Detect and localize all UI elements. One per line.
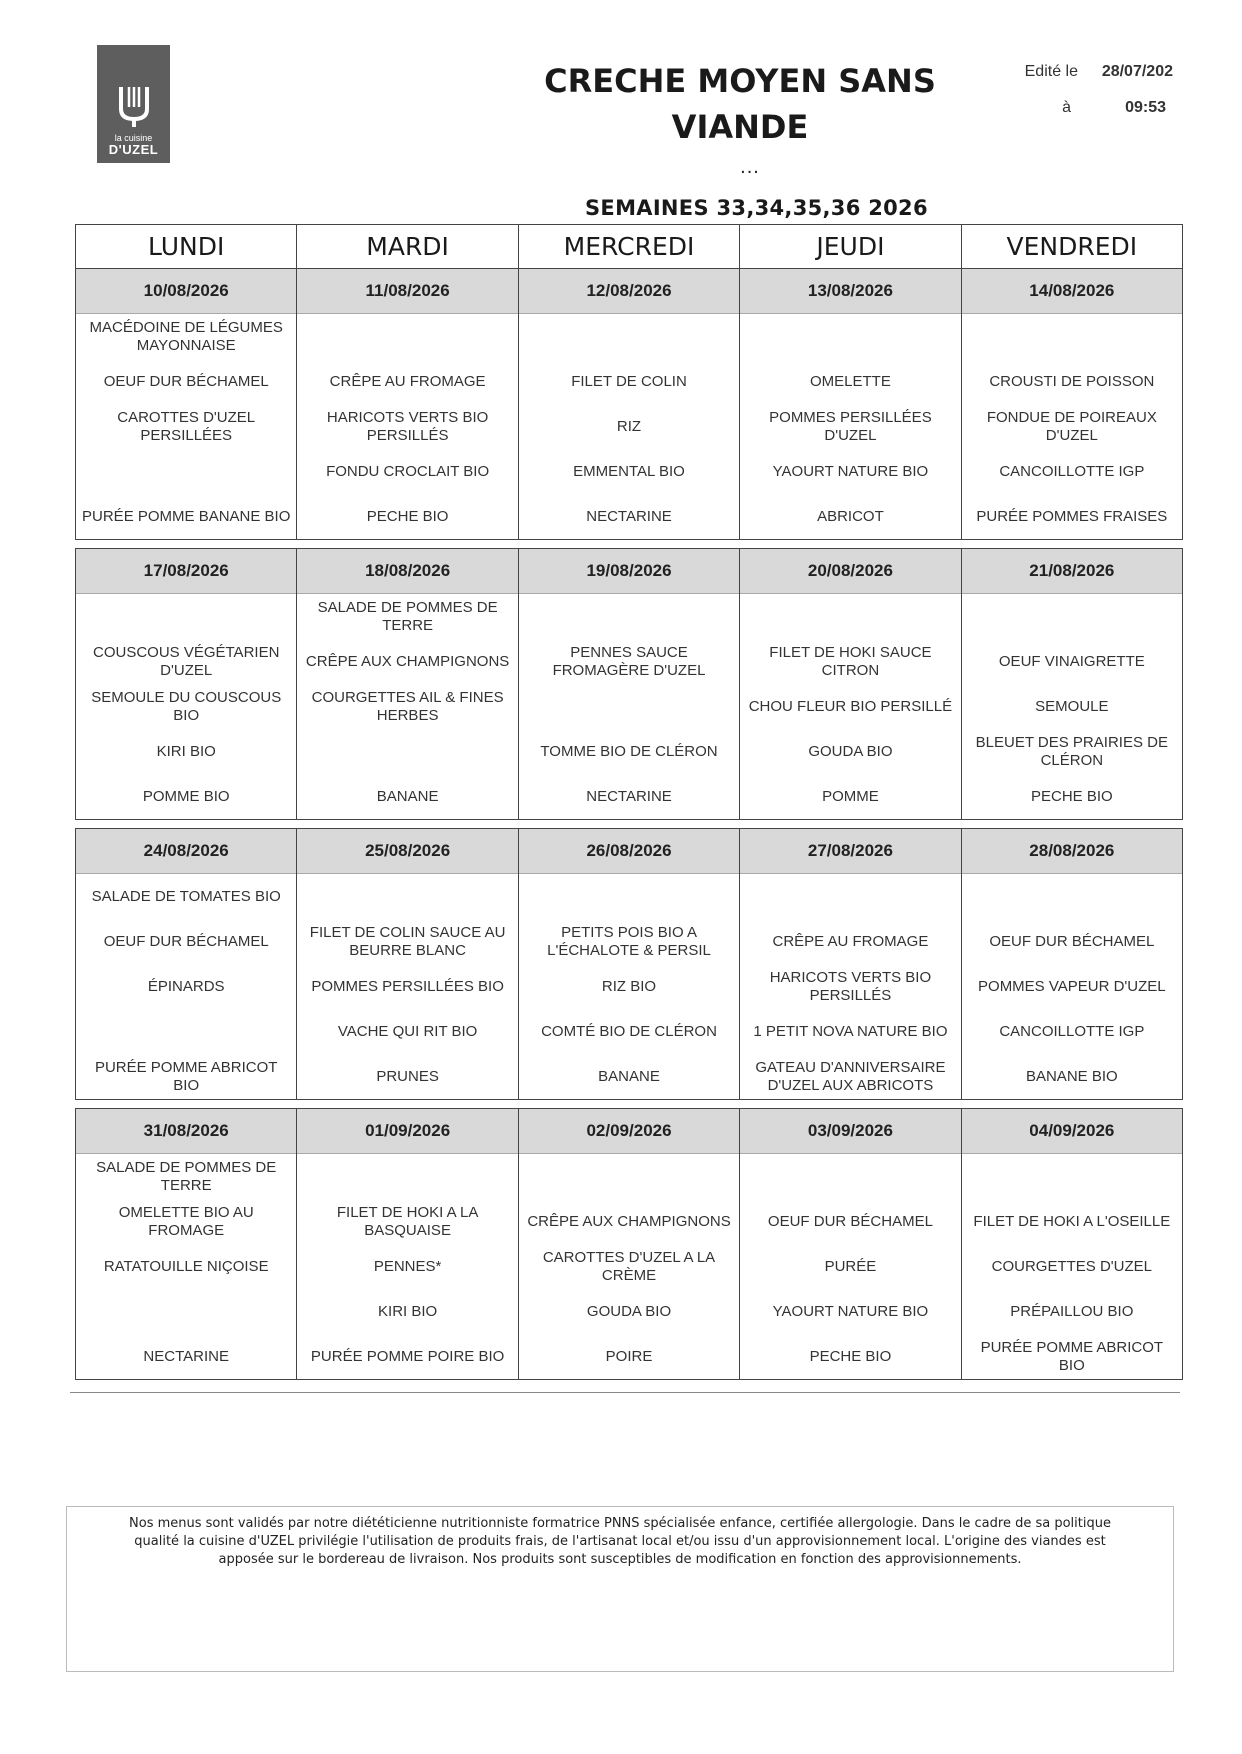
edit-info	[1015, 54, 1173, 126]
day-column	[740, 549, 961, 819]
footer-line1: Nos menus sont validés par notre diététicienne nutritionniste formatrice PNNS spécialisée enfance, certifiée allergologie. Dans le cadre de sa politique	[129, 1516, 1111, 1531]
menu-item: EMMENTAL BIO	[573, 462, 685, 480]
day-column	[76, 269, 297, 539]
menu-item: NECTARINE	[586, 787, 672, 805]
logo-line2: D'UZEL	[108, 142, 159, 157]
day-date: 01/09/2026	[297, 1109, 517, 1154]
divider	[70, 1392, 1180, 1393]
day-date: 13/08/2026	[740, 269, 960, 314]
menu-item: CANCOILLOTTE IGP	[999, 462, 1145, 480]
day-column	[297, 549, 518, 819]
fork-icon	[117, 85, 151, 127]
menu-item: PURÉE POMME POIRE BIO	[310, 1347, 505, 1365]
menu-item: ÉPINARDS	[147, 977, 225, 995]
menu-item: PENNES SAUCE FROMAGÈRE D'UZEL	[552, 643, 706, 679]
menu-item: PRUNES	[376, 1067, 439, 1085]
menu-item	[740, 314, 960, 359]
menu-item: VACHE QUI RIT BIO	[337, 1022, 478, 1040]
menu-item: COURGETTES D'UZEL	[991, 1257, 1153, 1275]
menu-item	[76, 594, 296, 639]
menu-item: FONDUE DE POIREAUX D'UZEL	[986, 408, 1157, 444]
day-header: MARDI	[297, 225, 518, 268]
menu-item: SEMOULE	[1035, 697, 1109, 715]
menu-item	[519, 314, 739, 359]
menu-item	[76, 1289, 296, 1334]
menu-item: NECTARINE	[586, 507, 672, 525]
day-column	[76, 829, 297, 1099]
menu-item: OEUF VINAIGRETTE	[998, 652, 1145, 670]
edit-time: 09:53	[1125, 99, 1166, 116]
menu-item: KIRI BIO	[156, 742, 216, 760]
day-date: 17/08/2026	[76, 549, 296, 594]
menu-grid	[75, 224, 1183, 1380]
day-date: 21/08/2026	[962, 549, 1182, 594]
menu-item: SEMOULE DU COUSCOUS BIO	[91, 688, 282, 724]
menu-item: CAROTTES D'UZEL PERSILLÉES	[117, 408, 256, 444]
menu-item: POMMES PERSILLÉES BIO	[311, 977, 504, 995]
menu-item: PRÉPAILLOU BIO	[1010, 1302, 1134, 1320]
menu-item: 1 PETIT NOVA NATURE BIO	[753, 1022, 948, 1040]
menu-item: COUSCOUS VÉGÉTARIEN D'UZEL	[92, 643, 280, 679]
day-date: 28/08/2026	[962, 829, 1182, 874]
menu-item	[740, 594, 960, 639]
menu-item: FILET DE HOKI SAUCE CITRON	[769, 643, 932, 679]
day-date: 10/08/2026	[76, 269, 296, 314]
menu-item: FILET DE COLIN	[571, 372, 687, 390]
week-block	[75, 268, 1183, 540]
menu-item	[297, 729, 517, 774]
menu-item	[962, 1154, 1182, 1199]
day-column	[519, 549, 740, 819]
menu-item: OEUF DUR BÉCHAMEL	[989, 932, 1155, 950]
menu-item	[519, 594, 739, 639]
day-date: 02/09/2026	[519, 1109, 739, 1154]
day-date: 11/08/2026	[297, 269, 517, 314]
menu-item: COURGETTES AIL & FINES HERBES	[311, 688, 504, 724]
menu-item: POIRE	[605, 1347, 653, 1365]
menu-item	[297, 314, 517, 359]
day-date: 12/08/2026	[519, 269, 739, 314]
menu-item	[740, 1154, 960, 1199]
footer-note	[66, 1506, 1174, 1672]
day-column	[76, 1109, 297, 1379]
edit-time-label: à	[1062, 99, 1071, 116]
day-header: MERCREDI	[519, 225, 740, 268]
day-date: 25/08/2026	[297, 829, 517, 874]
day-date: 20/08/2026	[740, 549, 960, 594]
menu-item: POMME BIO	[142, 787, 230, 805]
day-date: 19/08/2026	[519, 549, 739, 594]
menu-item: OEUF DUR BÉCHAMEL	[767, 1212, 933, 1230]
day-column	[962, 1109, 1182, 1379]
day-header-row	[75, 224, 1183, 268]
menu-item: PURÉE	[824, 1257, 877, 1275]
menu-item: BANANE	[376, 787, 439, 805]
day-date: 26/08/2026	[519, 829, 739, 874]
week-block	[75, 548, 1183, 820]
menu-item: FILET DE COLIN SAUCE AU BEURRE BLANC	[309, 923, 506, 959]
footer-line2: qualité la cuisine d'UZEL privilégie l'utilisation de produits frais, de l'artisanat local et/ou issu d'un approvisionnement local. L'origine des viandes est	[134, 1534, 1106, 1549]
menu-item: POMMES PERSILLÉES D'UZEL	[769, 408, 932, 444]
title-line1: CRECHE MOYEN SANS	[544, 62, 936, 100]
menu-item: KIRI BIO	[378, 1302, 438, 1320]
menu-item: BANANE BIO	[1025, 1067, 1118, 1085]
menu-item: POMMES VAPEUR D'UZEL	[978, 977, 1166, 995]
day-column	[962, 829, 1182, 1099]
menu-item: CHOU FLEUR BIO PERSILLÉ	[748, 697, 953, 715]
menu-item	[962, 874, 1182, 919]
day-date: 31/08/2026	[76, 1109, 296, 1154]
menu-item: CAROTTES D'UZEL A LA CRÈME	[542, 1248, 716, 1284]
menu-item: GOUDA BIO	[808, 742, 893, 760]
menu-item: PURÉE POMME ABRICOT BIO	[980, 1338, 1164, 1374]
day-date: 18/08/2026	[297, 549, 517, 594]
menu-item	[76, 1009, 296, 1054]
menu-item: ABRICOT	[817, 507, 884, 525]
menu-item	[962, 594, 1182, 639]
menu-item: CRÊPE AU FROMAGE	[329, 372, 486, 390]
edit-date: 28/07/202	[1101, 63, 1173, 80]
menu-item: PURÉE POMMES FRAISES	[976, 507, 1168, 525]
menu-item: FILET DE HOKI A L'OSEILLE	[973, 1212, 1171, 1230]
menu-item: HARICOTS VERTS BIO PERSILLÉS	[326, 408, 489, 444]
menu-item: GATEAU D'ANNIVERSAIRE D'UZEL AUX ABRICOTS	[755, 1058, 946, 1094]
menu-item	[740, 874, 960, 919]
menu-item: CRÊPE AU FROMAGE	[772, 932, 929, 950]
menu-item: OMELETTE	[809, 372, 891, 390]
day-date: 14/08/2026	[962, 269, 1182, 314]
menu-item: BANANE	[598, 1067, 660, 1085]
weeks-title: SEMAINES 33,34,35,36 2026	[585, 196, 928, 220]
menu-item	[297, 874, 517, 919]
day-column	[297, 269, 518, 539]
day-header: LUNDI	[76, 225, 297, 268]
day-column	[297, 829, 518, 1099]
page-title	[520, 58, 960, 150]
title-dots: ...	[740, 156, 760, 178]
day-column	[740, 1109, 961, 1379]
day-column	[962, 269, 1182, 539]
menu-item: PECHE BIO	[1030, 787, 1113, 805]
menu-item: PENNES*	[373, 1257, 442, 1275]
menu-item: SALADE DE TOMATES BIO	[91, 887, 281, 905]
day-header: JEUDI	[740, 225, 961, 268]
menu-item: TOMME BIO DE CLÉRON	[540, 742, 718, 760]
logo-line1: la cuisine	[114, 133, 153, 143]
menu-item: RIZ	[616, 417, 642, 435]
day-column	[297, 1109, 518, 1379]
menu-item: CROUSTI DE POISSON	[989, 372, 1155, 390]
menu-item: PURÉE POMME ABRICOT BIO	[94, 1058, 278, 1094]
menu-item: OEUF DUR BÉCHAMEL	[103, 372, 269, 390]
menu-item: RIZ BIO	[601, 977, 657, 995]
day-column	[962, 549, 1182, 819]
day-date: 24/08/2026	[76, 829, 296, 874]
menu-item: SALADE DE POMMES DE TERRE	[317, 598, 498, 634]
footer-line3: apposée sur le bordereau de livraison. Nos produits sont susceptibles de modification en fonction des approvisionnements.	[218, 1552, 1022, 1567]
day-date: 03/09/2026	[740, 1109, 960, 1154]
menu-item: NECTARINE	[143, 1347, 229, 1365]
menu-item: GOUDA BIO	[586, 1302, 672, 1320]
menu-item: BLEUET DES PRAIRIES DE CLÉRON	[975, 733, 1168, 769]
menu-item	[519, 1154, 739, 1199]
day-column	[519, 269, 740, 539]
menu-item: PECHE BIO	[809, 1347, 892, 1365]
menu-item: OEUF DUR BÉCHAMEL	[103, 932, 269, 950]
menu-item: CRÊPE AUX CHAMPIGNONS	[527, 1212, 731, 1230]
edit-date-label: Edité le	[1024, 63, 1078, 80]
menu-item: MACÉDOINE DE LÉGUMES MAYONNAISE	[89, 318, 283, 354]
menu-item: SALADE DE POMMES DE TERRE	[96, 1158, 277, 1194]
menu-item: HARICOTS VERTS BIO PERSILLÉS	[769, 968, 932, 1004]
menu-item: PECHE BIO	[366, 507, 449, 525]
menu-item	[76, 449, 296, 494]
logo	[97, 45, 170, 163]
menu-item: RATATOUILLE NIÇOISE	[103, 1257, 269, 1275]
menu-item: YAOURT NATURE BIO	[772, 462, 929, 480]
day-date: 27/08/2026	[740, 829, 960, 874]
menu-item: YAOURT NATURE BIO	[772, 1302, 929, 1320]
menu-item: PURÉE POMME BANANE BIO	[82, 507, 291, 525]
day-column	[76, 549, 297, 819]
menu-item: POMME	[822, 787, 879, 805]
week-block	[75, 1108, 1183, 1380]
menu-item	[962, 314, 1182, 359]
menu-item: FONDU CROCLAIT BIO	[326, 462, 490, 480]
menu-item	[519, 874, 739, 919]
menu-item: FILET DE HOKI A LA BASQUAISE	[336, 1203, 479, 1239]
day-header: VENDREDI	[1006, 232, 1138, 261]
day-column	[740, 829, 961, 1099]
menu-item: OMELETTE BIO AU FROMAGE	[118, 1203, 254, 1239]
day-column	[519, 829, 740, 1099]
day-column	[740, 269, 961, 539]
menu-item	[297, 1154, 517, 1199]
menu-item: COMTÉ BIO DE CLÉRON	[541, 1022, 717, 1040]
menu-item: PETITS POIS BIO A L'ÉCHALOTE & PERSIL	[547, 923, 711, 959]
day-date: 04/09/2026	[962, 1109, 1182, 1154]
title-line2: VIANDE	[671, 108, 809, 146]
week-block	[75, 828, 1183, 1100]
menu-item: CANCOILLOTTE IGP	[999, 1022, 1145, 1040]
day-column	[519, 1109, 740, 1379]
menu-item	[519, 684, 739, 729]
menu-item: CRÊPE AUX CHAMPIGNONS	[305, 652, 510, 670]
